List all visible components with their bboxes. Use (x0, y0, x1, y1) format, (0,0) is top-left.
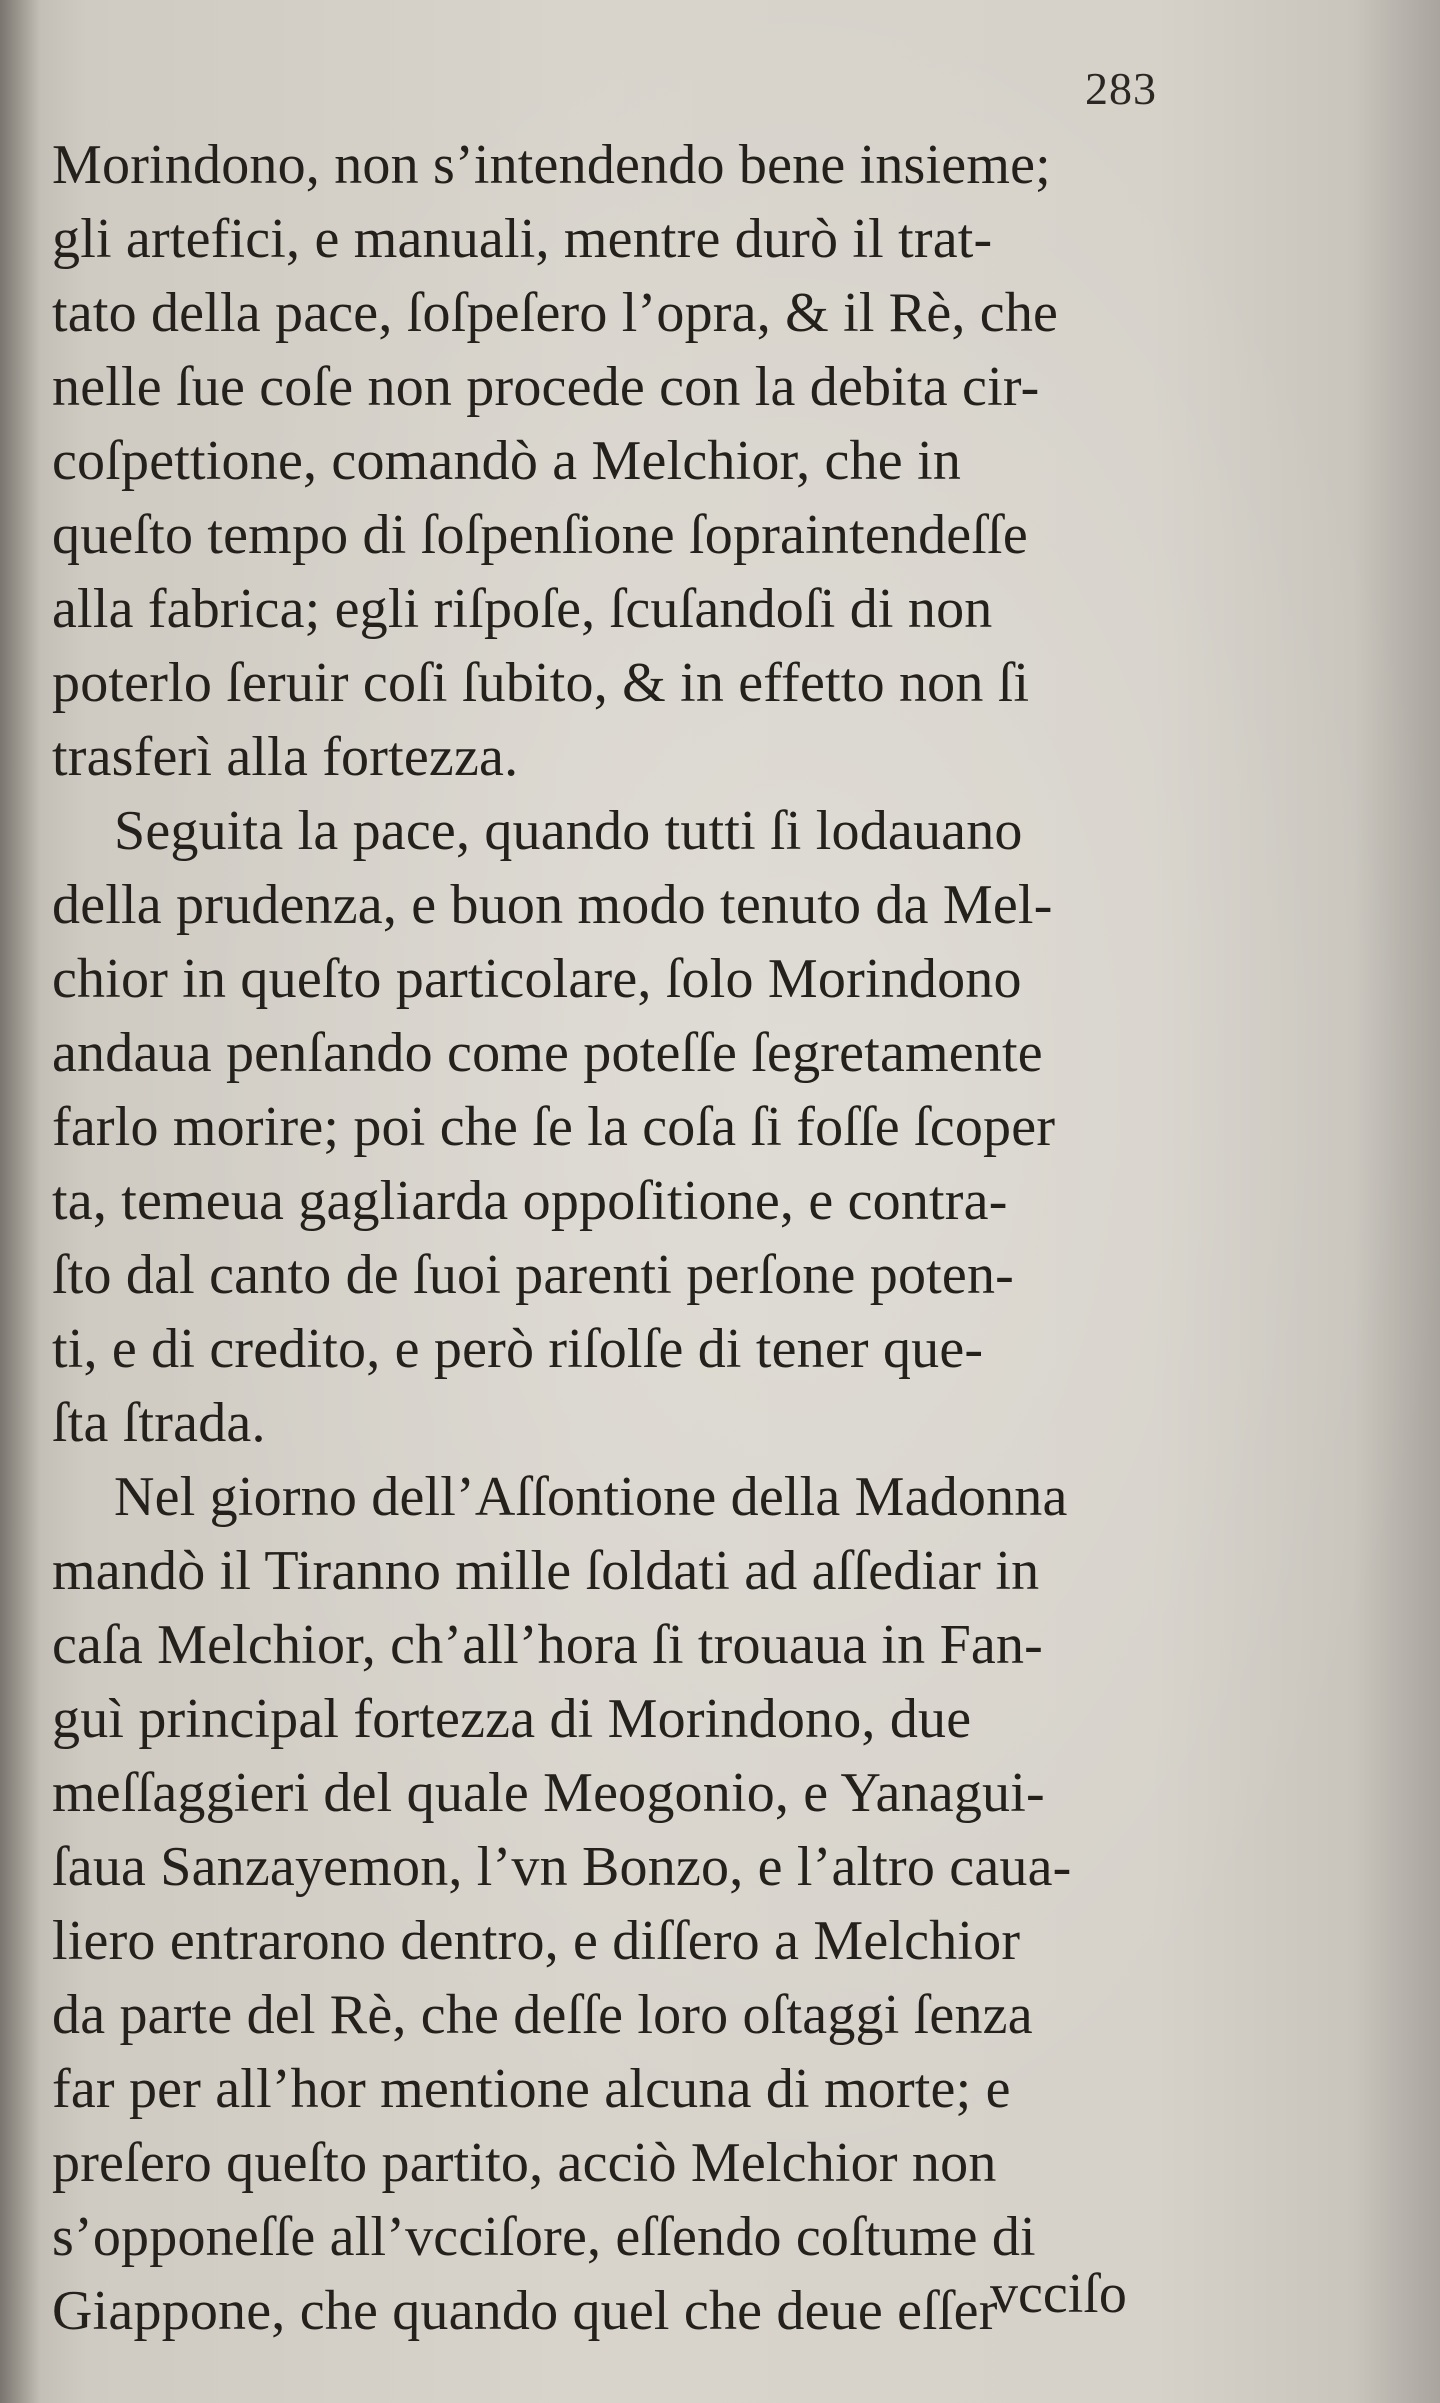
text-line: ſaua Sanzayemon, l’vn Bonzo, e l’altro caua- (52, 1836, 1072, 1898)
text-line: tato della pace, ſoſpeſero l’opra, & il Rè, che (52, 282, 1059, 344)
text-line: chior in queſto particolare, ſolo Morindono (52, 948, 1022, 1010)
text-line: andaua penſando come poteſſe ſegretamente (52, 1022, 1043, 1084)
text-line: Giappone, che quando quel che deue eſſer (52, 2280, 998, 2342)
text-line: poterlo ſeruir coſi ſubito, & in effetto non ſi (52, 652, 1030, 714)
text-line: farlo morire; poi che ſe la coſa ſi foſſe ſcoper (52, 1096, 1056, 1158)
text-line: gli artefici, e manuali, mentre durò il trat- (52, 208, 993, 270)
text-line: coſpettione, comandò a Melchior, che in (52, 430, 962, 492)
page-gutter-shadow (0, 0, 40, 2403)
text-line: mandò il Tiranno mille ſoldati ad aſſediar in (52, 1540, 1040, 1602)
text-line: trasferì alla fortezza. (52, 726, 519, 788)
text-line: ſto dal canto de ſuoi parenti perſone poten- (52, 1244, 1015, 1306)
text-line: ſta ſtrada. (52, 1392, 266, 1454)
text-line: da parte del Rè, che deſſe loro oſtaggi ſenza (52, 1984, 1033, 2046)
text-line: liero entrarono dentro, e diſſero a Melchior (52, 1910, 1021, 1972)
text-line: guì principal fortezza di Morindono, due (52, 1688, 972, 1750)
text-line: far per all’hor mentione alcuna di morte; e (52, 2058, 1011, 2120)
text-line: queſto tempo di ſoſpenſione ſopraintendeſſe (52, 504, 1028, 566)
text-line: Nel giorno dell’Aſſontione della Madonna (114, 1466, 1068, 1528)
body-text (52, 128, 1262, 2348)
text-line: ti, e di credito, e però riſolſe di tener que- (52, 1318, 984, 1380)
text-line: preſero queſto partito, acciò Melchior non (52, 2132, 997, 2194)
page-number: 283 (1085, 63, 1157, 114)
text-line: meſſaggieri del quale Meogonio, e Yanagui- (52, 1762, 1045, 1824)
text-line: della prudenza, e buon modo tenuto da Mel- (52, 874, 1053, 936)
text-line: ta, temeua gagliarda oppoſitione, e contra- (52, 1170, 1008, 1232)
text-line: s’opponeſſe all’vcciſore, eſſendo coſtume di (52, 2206, 1036, 2268)
text-line: caſa Melchior, ch’all’hora ſi trouaua in Fan- (52, 1614, 1044, 1676)
text-line: Seguita la pace, quando tutti ſi lodauano (114, 800, 1023, 862)
text-line: alla fabrica; egli riſpoſe, ſcuſandoſi di non (52, 578, 993, 640)
text-line: Morindono, non s’intendendo bene insieme; (52, 134, 1051, 196)
catchword: vcciſo (990, 2263, 1127, 2325)
text-line: nelle ſue coſe non procede con la debita cir- (52, 356, 1040, 418)
